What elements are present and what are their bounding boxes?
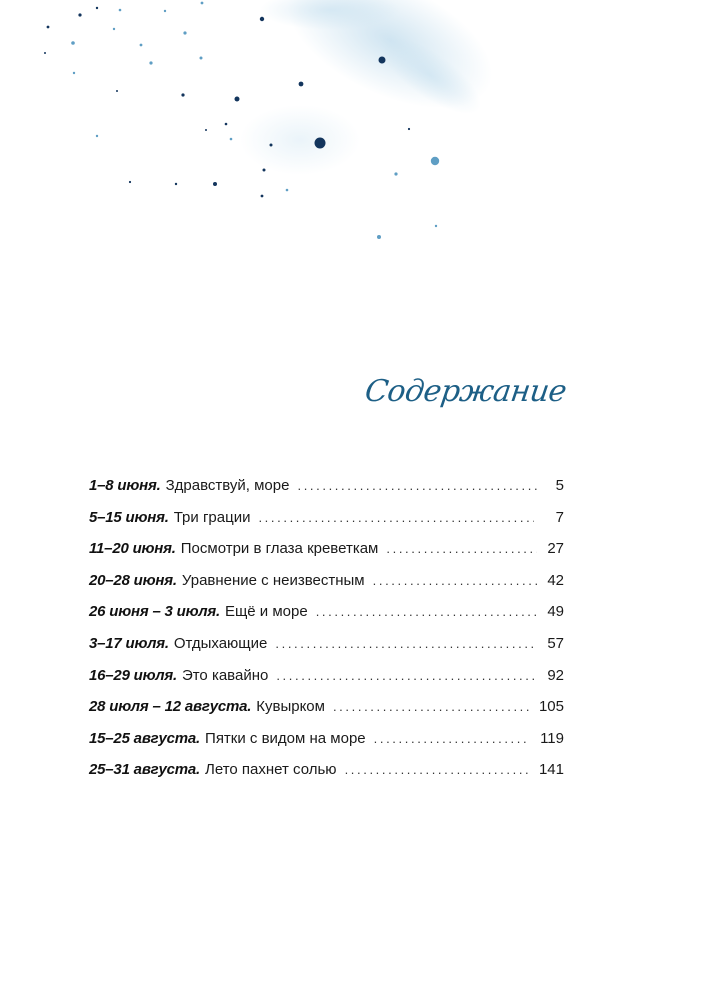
toc-entry-date: 20–28 июня. [89, 571, 177, 589]
toc-entry-page: 7 [555, 508, 564, 526]
toc-entry-page: 92 [547, 666, 564, 684]
toc-entry[interactable] [89, 628, 564, 660]
toc-entry-page: 5 [555, 477, 564, 494]
toc-entry[interactable] [89, 502, 564, 534]
toc-entry-page: 57 [547, 634, 564, 652]
toc-entry-chapter: Ещё и море [224, 603, 308, 621]
toc-entry[interactable] [89, 754, 564, 786]
dot-leader [258, 502, 534, 534]
toc-entry-date: 16–29 июля. [89, 666, 177, 684]
toc-entry-date: 15–25 августа. [89, 729, 201, 747]
toc-entry[interactable] [89, 565, 564, 597]
dot-leader [297, 470, 536, 502]
dot-leader [333, 691, 529, 723]
toc-entry-page: 27 [547, 540, 564, 558]
table-of-contents [89, 470, 564, 786]
toc-entry[interactable] [89, 723, 564, 755]
watercolor-splash-decoration [0, 0, 706, 280]
toc-entry-chapter: Отдыхающие [173, 634, 268, 652]
toc-entry-page: 119 [540, 729, 564, 747]
toc-entry-date: 11–20 июня. [89, 540, 176, 558]
toc-entry-chapter: Лето пахнет солью [205, 761, 337, 779]
dot-leader [316, 596, 538, 628]
toc-entry[interactable] [89, 470, 564, 502]
toc-entry-date: 25–31 августа. [89, 761, 201, 779]
toc-entry-date: 3–17 июля. [89, 634, 169, 652]
toc-entry-chapter: Три грации [173, 508, 251, 526]
toc-entry[interactable] [89, 660, 564, 692]
toc-entry-chapter: Посмотри в глаза креветкам [180, 540, 379, 558]
toc-entry[interactable] [89, 691, 564, 723]
toc-entry-chapter: Кувырком [256, 698, 325, 716]
toc-entry-chapter: Здравствуй, море [165, 477, 290, 494]
toc-entry-chapter: Пятки с видом на море [205, 729, 366, 747]
toc-entry-page: 105 [538, 698, 564, 716]
dot-leader [386, 533, 537, 565]
toc-entry-page: 49 [547, 603, 564, 621]
toc-entry-date: 5–15 июня. [89, 508, 169, 526]
toc-entry-chapter: Уравнение с неизвестным [181, 571, 365, 589]
toc-entry-page: 42 [547, 571, 564, 589]
toc-entry[interactable] [89, 596, 564, 628]
toc-entry-chapter: Это кавайно [181, 666, 269, 684]
dot-leader [345, 754, 529, 786]
dot-leader [275, 628, 535, 660]
toc-entry-date: 26 июня – 3 июля. [89, 603, 220, 621]
toc-entry-date: 1–8 июня. [89, 477, 161, 494]
dot-leader [276, 660, 535, 692]
dot-leader [373, 565, 538, 597]
toc-entry-page: 141 [538, 761, 564, 779]
page-title: Содержание [362, 374, 569, 409]
toc-entry[interactable] [89, 533, 564, 565]
toc-entry-date: 28 июля – 12 августа. [89, 698, 252, 716]
dot-leader [374, 723, 530, 755]
